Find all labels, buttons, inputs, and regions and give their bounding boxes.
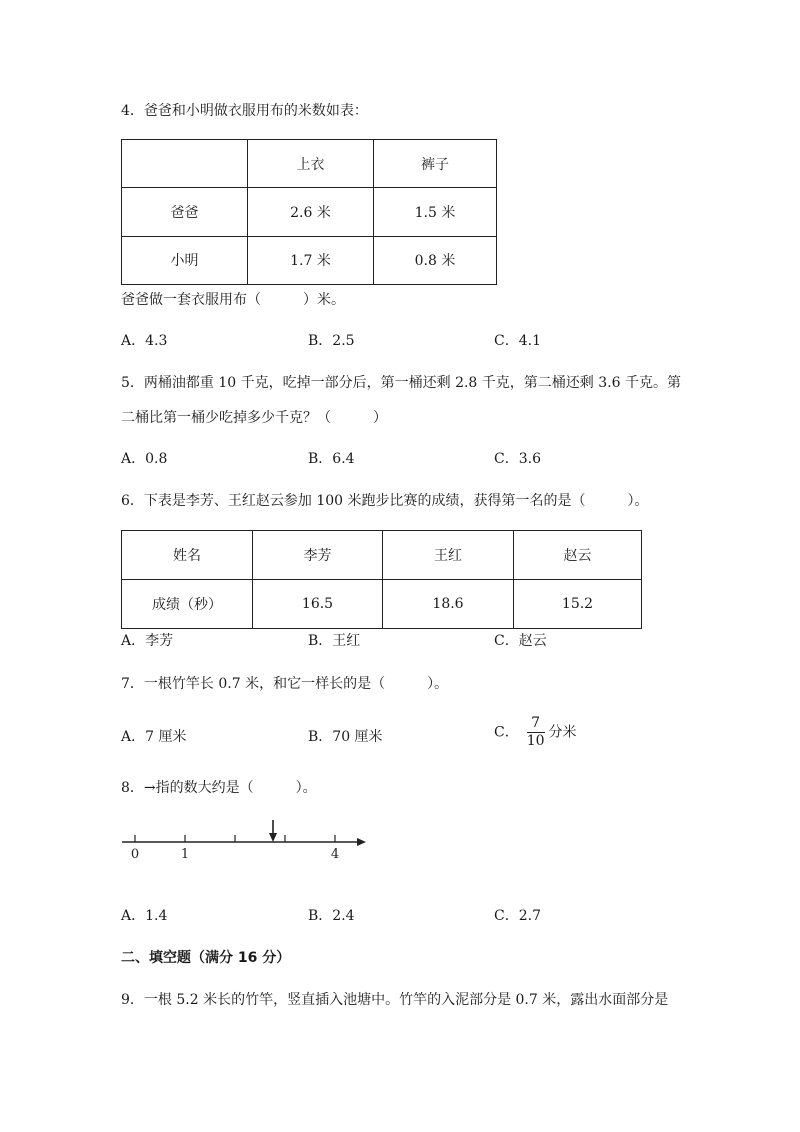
table-cell: 赵云	[514, 531, 642, 580]
q6-option-c: C．赵云	[494, 633, 547, 649]
table-cell	[122, 140, 248, 188]
q7-option-c-prefix: C．	[494, 724, 519, 741]
q4-table	[121, 139, 497, 285]
q7-option-c	[494, 715, 577, 750]
q7-option-c-unit: 分米	[548, 724, 577, 741]
q5-option-b: B．6.4	[308, 451, 355, 467]
label-4: 4	[330, 847, 340, 862]
table-cell: 李芳	[253, 531, 383, 580]
q5-line2: 二桶比第一桶少吃掉多少千克？（ ）	[121, 410, 387, 426]
fraction-denominator: 10	[526, 733, 545, 749]
table-cell: 成绩（秒）	[122, 580, 253, 629]
q8-text: 8．→指的数大约是（ ）。	[121, 780, 317, 796]
table-cell: 上衣	[248, 140, 374, 188]
table-cell: 1.7 米	[248, 236, 374, 284]
number-line-arrowhead	[357, 838, 366, 846]
q7-text: 7．一根竹竿长 0.7 米，和它一样长的是（ ）。	[121, 676, 449, 692]
q7-option-b: B．70 厘米	[308, 729, 383, 745]
q4-option-b: B．2.5	[308, 333, 355, 349]
q6-option-b: B．王红	[308, 633, 361, 649]
q5-option-c: C．3.6	[494, 451, 541, 467]
q6-text: 6．下表是李芳、王红赵云参加 100 米跑步比赛的成绩，获得第一名的是（ ）。	[121, 493, 649, 509]
table-header-row	[122, 140, 497, 188]
table-cell: 姓名	[122, 531, 253, 580]
q6-table	[121, 530, 642, 629]
fraction-numerator: 7	[527, 715, 545, 733]
q5-option-a: A．0.8	[121, 451, 168, 467]
q4-stem: 爸爸做一套衣服用布（ ）米。	[121, 292, 345, 308]
table-row	[122, 236, 497, 284]
q4-option-c: C．4.1	[494, 333, 541, 349]
table-cell: 18.6	[383, 580, 514, 629]
table-row	[122, 188, 497, 236]
table-cell: 1.5 米	[374, 188, 497, 236]
number-line	[110, 812, 380, 864]
q7-option-a: A．7 厘米	[121, 729, 187, 745]
q8-option-b: B．2.4	[308, 908, 355, 924]
table-cell: 王红	[383, 531, 514, 580]
pointer-arrow-head	[269, 833, 277, 842]
table-cell: 裤子	[374, 140, 497, 188]
q4-option-a: A．4.3	[121, 333, 168, 349]
label-0: 0	[130, 847, 140, 862]
q6-option-a: A．李芳	[121, 633, 174, 649]
table-cell: 15.2	[514, 580, 642, 629]
q8-option-c: C．2.7	[494, 908, 541, 924]
q8-option-a: A．1.4	[121, 908, 168, 924]
q5-line1: 5．两桶油都重 10 千克，吃掉一部分后，第一桶还剩 2.8 千克，第二桶还剩 3.6 千克。第	[121, 375, 681, 391]
table-cell: 2.6 米	[248, 188, 374, 236]
table-cell: 爸爸	[122, 188, 248, 236]
table-cell: 小明	[122, 236, 248, 284]
table-cell: 16.5	[253, 580, 383, 629]
fraction	[527, 715, 545, 750]
table-row	[122, 580, 642, 629]
section-title: 二、填空题（满分 16 分）	[121, 950, 291, 966]
table-cell: 0.8 米	[374, 236, 497, 284]
q4-text: 4．爸爸和小明做衣服用布的米数如表：	[121, 103, 368, 119]
q9-text: 9．一根 5.2 米长的竹竿，竖直插入池塘中。竹竿的入泥部分是 0.7 米，露出水面部分是	[121, 992, 669, 1008]
label-1: 1	[180, 847, 190, 862]
table-header-row	[122, 531, 642, 580]
